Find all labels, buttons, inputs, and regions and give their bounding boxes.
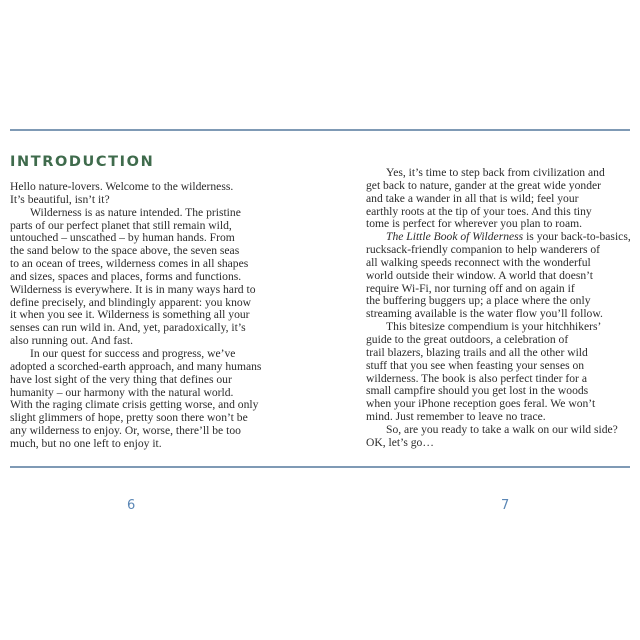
text-line: much, but no one left to enjoy it. bbox=[10, 436, 162, 450]
text-line: slight glimmers of hope, pretty soon there won’t be bbox=[10, 411, 248, 425]
text-line: trail blazers, blazing trails and all the other wild bbox=[366, 345, 588, 359]
text-line: any wilderness to enjoy. Or, worse, there’ll be too bbox=[10, 424, 241, 438]
text-line: untouched – unscathed – by human hands. From bbox=[10, 231, 235, 245]
text-line: parts of our perfect planet that still remain wild, bbox=[10, 218, 232, 232]
text-line: humanity – our harmony with the natural world. bbox=[10, 385, 234, 399]
text-line: wilderness. The book is also perfect tinder for a bbox=[366, 371, 587, 385]
text-line: rucksack-friendly companion to help wanderers of bbox=[366, 243, 601, 257]
text-line: Wilderness is as nature intended. The pristine bbox=[30, 205, 241, 219]
text-line: require Wi-Fi, nor turning off and on again if bbox=[366, 281, 575, 295]
text-line: to an ocean of trees, wilderness comes in all shapes bbox=[10, 257, 249, 271]
text-line: stuff that you see when feasting your senses on bbox=[366, 358, 585, 372]
text-line: OK, let’s go… bbox=[366, 435, 434, 449]
bottom-rule bbox=[10, 466, 630, 468]
page-number-right: 7 bbox=[501, 498, 510, 513]
text-line: all walking speeds reconnect with the wonderful bbox=[366, 255, 591, 269]
text-line: tome is perfect for wherever you plan to roam. bbox=[366, 217, 583, 231]
text-line: Hello nature-lovers. Welcome to the wilderness. bbox=[10, 180, 234, 193]
text-line: guide to the great outdoors, a celebration of bbox=[366, 332, 569, 346]
text-line: the buffering buggers up; a place where the only bbox=[366, 294, 591, 308]
text-line: world outside their window. A world that doesn’t bbox=[366, 268, 594, 282]
text-line: the sand below to the space above, the seven seas bbox=[10, 244, 240, 258]
text-line: adopted a scorched-earth approach, and many humans bbox=[10, 359, 262, 373]
right-page-text bbox=[366, 167, 631, 450]
left-page-text bbox=[10, 181, 261, 451]
text-line: it when you see it. Wilderness is something all your bbox=[10, 308, 250, 322]
text-line: Wilderness is everywhere. It is in many ways hard to bbox=[10, 282, 256, 296]
book-title: The Little Book of Wilderness bbox=[386, 230, 524, 244]
text-line: streaming available is the water flow you’ll follow. bbox=[366, 307, 603, 321]
text-line: also running out. And fast. bbox=[10, 334, 134, 348]
text-line: have lost sight of the very thing that defines our bbox=[10, 372, 232, 386]
text-line-rest: is your back-to-basics, bbox=[523, 230, 631, 244]
text-line: and take a wander in all that is wild; feel your bbox=[366, 191, 579, 205]
text-line: define precisely, and blindingly apparent: you know bbox=[10, 295, 252, 309]
text-line: So, are you ready to take a walk on our wild side? bbox=[386, 422, 618, 436]
text-line: Yes, it’s time to step back from civilization and bbox=[386, 166, 605, 179]
text-line: small campfire should you get lost in the woods bbox=[366, 384, 589, 398]
text-line: It’s beautiful, isn’t it? bbox=[10, 192, 110, 206]
text-line: senses can run wild in. And, yet, paradoxically, it’s bbox=[10, 321, 246, 335]
text-line: This bitesize compendium is your hitchhikers’ bbox=[386, 320, 602, 334]
text-line: mind. Just remember to leave no trace. bbox=[366, 410, 546, 424]
top-rule bbox=[10, 129, 630, 131]
text-line: With the raging climate crisis getting worse, and only bbox=[10, 398, 259, 412]
text-line: when your iPhone reception goes feral. We won’t bbox=[366, 397, 596, 411]
text-line: earthly roots at the tip of your toes. And this tiny bbox=[366, 204, 592, 218]
text-line: and sizes, spaces and places, forms and functions. bbox=[10, 269, 242, 283]
page-number-left: 6 bbox=[127, 498, 136, 513]
text-line: In our quest for success and progress, we’ve bbox=[30, 346, 236, 360]
chapter-heading: INTRODUCTION bbox=[10, 154, 155, 170]
text-line: get back to nature, gander at the great wide yonder bbox=[366, 178, 601, 192]
